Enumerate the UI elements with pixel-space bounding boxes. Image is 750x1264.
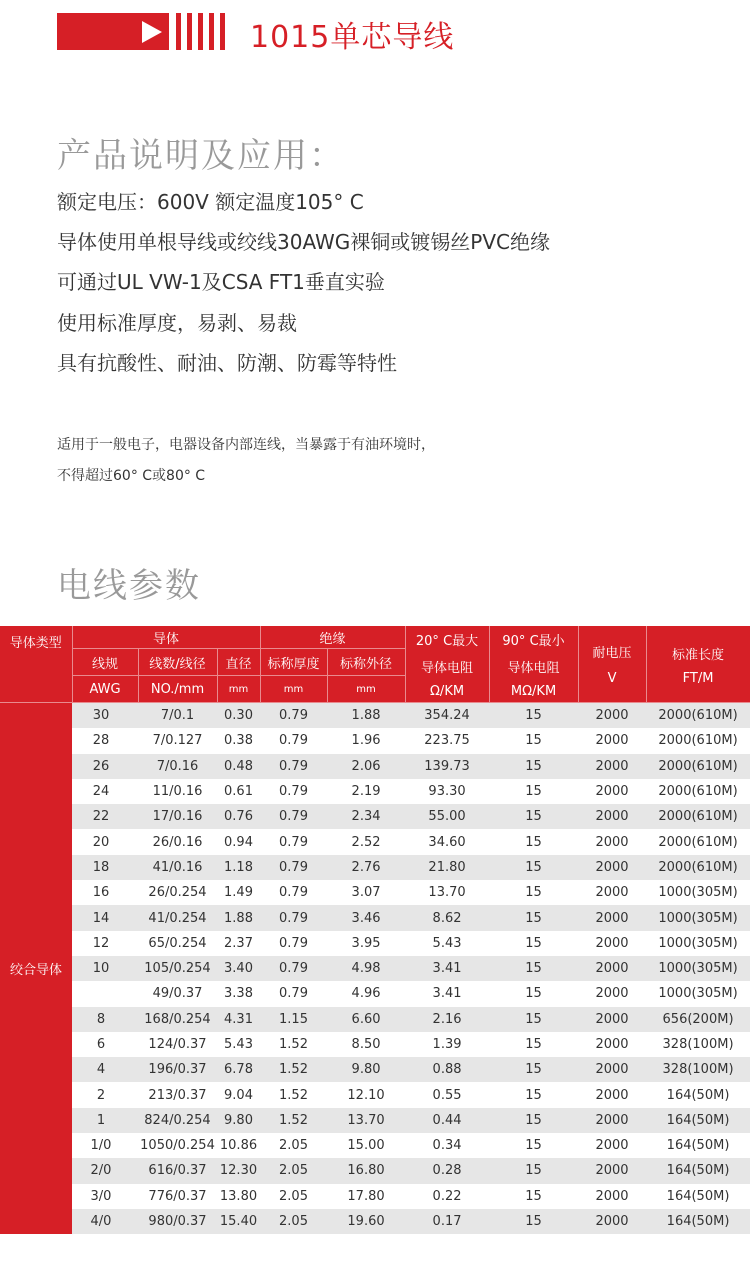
usage-note: 适用于一般电子，电器设备内部连线，当暴露于有油环境时，	[57, 437, 435, 453]
cell-strands: 124/0.37	[138, 1032, 217, 1057]
banner-bar-icon	[176, 13, 181, 50]
cell-outer-diameter: 13.70	[327, 1108, 405, 1133]
cell-thickness: 0.79	[260, 779, 327, 804]
cell-diameter: 0.48	[217, 754, 260, 779]
cell-diameter: 0.30	[217, 703, 260, 729]
cell-resistance-20: 5.43	[405, 931, 489, 956]
cell-strands: 168/0.254	[138, 1007, 217, 1032]
page-title: 1015单芯导线	[250, 20, 455, 55]
table-row	[0, 754, 750, 779]
cell-outer-diameter: 4.96	[327, 981, 405, 1006]
cell-voltage: 2000	[578, 855, 646, 880]
cell-length: 1000(305M)	[646, 880, 750, 905]
cell-resistance-90: 15	[489, 728, 578, 753]
cell-resistance-90: 15	[489, 956, 578, 981]
table-row	[0, 1209, 750, 1234]
cell-resistance-20: 21.80	[405, 855, 489, 880]
cell-diameter: 1.49	[217, 880, 260, 905]
play-icon	[142, 21, 162, 43]
cell-strands: 824/0.254	[138, 1108, 217, 1133]
cell-strands: 11/0.16	[138, 779, 217, 804]
cell-length: 2000(610M)	[646, 855, 750, 880]
cell-thickness: 0.79	[260, 905, 327, 930]
table-row	[0, 1032, 750, 1057]
cell-length: 2000(610M)	[646, 779, 750, 804]
cell-strands: 65/0.254	[138, 931, 217, 956]
wire-spec-table	[0, 626, 750, 1234]
cell-thickness: 2.05	[260, 1158, 327, 1183]
cell-thickness: 0.79	[260, 703, 327, 729]
cell-length: 1000(305M)	[646, 905, 750, 930]
cell-thickness: 1.15	[260, 1007, 327, 1032]
cell-thickness: 1.52	[260, 1082, 327, 1107]
cell-voltage: 2000	[578, 1082, 646, 1107]
banner-bar-icon	[209, 13, 214, 50]
cell-thickness: 2.05	[260, 1133, 327, 1158]
cell-length: 1000(305M)	[646, 981, 750, 1006]
cell-resistance-90: 15	[489, 1057, 578, 1082]
header-resistance-20: 20° C最大 导体电阻 Ω/KM	[405, 626, 489, 703]
cell-length: 2000(610M)	[646, 703, 750, 729]
cell-voltage: 2000	[578, 931, 646, 956]
cell-strands: 980/0.37	[138, 1209, 217, 1234]
table-row	[0, 1108, 750, 1133]
cell-strands: 196/0.37	[138, 1057, 217, 1082]
cell-length: 2000(610M)	[646, 728, 750, 753]
cell-outer-diameter: 4.98	[327, 956, 405, 981]
banner-bar-icon	[198, 13, 203, 50]
cell-strands: 7/0.1	[138, 703, 217, 729]
cell-awg: 14	[72, 905, 138, 930]
cell-thickness: 0.79	[260, 956, 327, 981]
section-heading-params: 电线参数	[57, 566, 201, 606]
header-length: 标准长度 FT/M	[646, 626, 750, 703]
banner-bar-icon	[187, 13, 192, 50]
banner-bar-icon	[220, 13, 225, 50]
header-awg: 线规	[72, 649, 138, 676]
cell-resistance-90: 15	[489, 981, 578, 1006]
cell-length: 1000(305M)	[646, 956, 750, 981]
cell-thickness: 1.52	[260, 1057, 327, 1082]
table-row	[0, 981, 750, 1006]
cell-diameter: 3.40	[217, 956, 260, 981]
cell-diameter: 4.31	[217, 1007, 260, 1032]
cell-voltage: 2000	[578, 829, 646, 854]
cell-diameter: 1.18	[217, 855, 260, 880]
cell-diameter: 12.30	[217, 1158, 260, 1183]
cell-resistance-90: 15	[489, 703, 578, 729]
cell-voltage: 2000	[578, 1007, 646, 1032]
desc-line: 具有抗酸性、耐油、防潮、防霉等特性	[57, 351, 397, 375]
cell-resistance-20: 34.60	[405, 829, 489, 854]
cell-diameter: 1.88	[217, 905, 260, 930]
header-conductor: 导体	[72, 626, 260, 649]
cell-resistance-20: 0.22	[405, 1184, 489, 1209]
cell-length: 2000(610M)	[646, 804, 750, 829]
cell-voltage: 2000	[578, 1108, 646, 1133]
cell-awg: 2	[72, 1082, 138, 1107]
cell-thickness: 2.05	[260, 1209, 327, 1234]
cell-diameter: 9.80	[217, 1108, 260, 1133]
cell-outer-diameter: 2.19	[327, 779, 405, 804]
cell-awg: 20	[72, 829, 138, 854]
cell-resistance-90: 15	[489, 931, 578, 956]
cell-resistance-20: 0.28	[405, 1158, 489, 1183]
table-row	[0, 1158, 750, 1183]
cell-length: 164(50M)	[646, 1082, 750, 1107]
table-row	[0, 931, 750, 956]
cell-outer-diameter: 3.46	[327, 905, 405, 930]
cell-strands: 105/0.254	[138, 956, 217, 981]
cell-voltage: 2000	[578, 880, 646, 905]
table-row	[0, 880, 750, 905]
cell-outer-diameter: 17.80	[327, 1184, 405, 1209]
table-row	[0, 1082, 750, 1107]
cell-awg: 3/0	[72, 1184, 138, 1209]
cell-voltage: 2000	[578, 1133, 646, 1158]
table-row	[0, 804, 750, 829]
cell-resistance-20: 0.44	[405, 1108, 489, 1133]
cell-resistance-20: 223.75	[405, 728, 489, 753]
cell-resistance-20: 354.24	[405, 703, 489, 729]
header-diameter: 直径	[217, 649, 260, 676]
cell-thickness: 0.79	[260, 754, 327, 779]
cell-diameter: 3.38	[217, 981, 260, 1006]
cell-strands: 616/0.37	[138, 1158, 217, 1183]
cell-outer-diameter: 2.52	[327, 829, 405, 854]
cell-thickness: 0.79	[260, 981, 327, 1006]
cell-length: 2000(610M)	[646, 829, 750, 854]
cell-strands: 17/0.16	[138, 804, 217, 829]
cell-thickness: 0.79	[260, 829, 327, 854]
table-row	[0, 1007, 750, 1032]
cell-strands: 213/0.37	[138, 1082, 217, 1107]
cell-length: 1000(305M)	[646, 931, 750, 956]
cell-length: 164(50M)	[646, 1184, 750, 1209]
table-row	[0, 1133, 750, 1158]
cell-outer-diameter: 2.34	[327, 804, 405, 829]
cell-resistance-90: 15	[489, 855, 578, 880]
cell-length: 328(100M)	[646, 1057, 750, 1082]
cell-thickness: 1.52	[260, 1032, 327, 1057]
cell-awg: 30	[72, 703, 138, 729]
cell-resistance-20: 1.39	[405, 1032, 489, 1057]
cell-outer-diameter: 1.96	[327, 728, 405, 753]
desc-line: 导体使用单根导线或绞线30AWG裸铜或镀锡丝PVC绝缘	[57, 230, 551, 254]
cell-resistance-90: 15	[489, 804, 578, 829]
cell-outer-diameter: 2.06	[327, 754, 405, 779]
cell-voltage: 2000	[578, 905, 646, 930]
cell-diameter: 9.04	[217, 1082, 260, 1107]
cell-strands: 26/0.254	[138, 880, 217, 905]
cell-awg: 10	[72, 956, 138, 981]
cell-diameter: 10.86	[217, 1133, 260, 1158]
cell-voltage: 2000	[578, 981, 646, 1006]
cell-resistance-90: 15	[489, 829, 578, 854]
cell-voltage: 2000	[578, 804, 646, 829]
cell-awg: 4/0	[72, 1209, 138, 1234]
cell-resistance-20: 93.30	[405, 779, 489, 804]
cell-voltage: 2000	[578, 1032, 646, 1057]
cell-diameter: 2.37	[217, 931, 260, 956]
header-awg-unit: AWG	[72, 676, 138, 703]
cell-awg: 4	[72, 1057, 138, 1082]
cell-resistance-20: 0.34	[405, 1133, 489, 1158]
cell-outer-diameter: 8.50	[327, 1032, 405, 1057]
cell-outer-diameter: 12.10	[327, 1082, 405, 1107]
cell-outer-diameter: 15.00	[327, 1133, 405, 1158]
cell-resistance-20: 8.62	[405, 905, 489, 930]
header-voltage: 耐电压 V	[578, 626, 646, 703]
cell-awg: 16	[72, 880, 138, 905]
cell-resistance-20: 13.70	[405, 880, 489, 905]
cell-resistance-20: 2.16	[405, 1007, 489, 1032]
cell-length: 328(100M)	[646, 1032, 750, 1057]
cell-resistance-20: 3.41	[405, 981, 489, 1006]
cell-resistance-90: 15	[489, 1209, 578, 1234]
cell-outer-diameter: 1.88	[327, 703, 405, 729]
cell-strands: 776/0.37	[138, 1184, 217, 1209]
cell-awg: 6	[72, 1032, 138, 1057]
header-outer-diameter: 标称外径	[327, 649, 405, 676]
cell-outer-diameter: 6.60	[327, 1007, 405, 1032]
cell-length: 2000(610M)	[646, 754, 750, 779]
cell-resistance-90: 15	[489, 905, 578, 930]
cell-thickness: 0.79	[260, 880, 327, 905]
cell-awg: 12	[72, 931, 138, 956]
cell-diameter: 15.40	[217, 1209, 260, 1234]
cell-voltage: 2000	[578, 1184, 646, 1209]
header-conductor-type: 导体类型	[0, 626, 72, 703]
header-thickness: 标称厚度	[260, 649, 327, 676]
table-row	[0, 728, 750, 753]
cell-thickness: 1.52	[260, 1108, 327, 1133]
cell-resistance-90: 15	[489, 1158, 578, 1183]
desc-line: 额定电压：600V 额定温度105° C	[57, 190, 364, 214]
header-thickness-unit: mm	[260, 676, 327, 703]
cell-resistance-90: 15	[489, 779, 578, 804]
section-heading-description: 产品说明及应用：	[57, 136, 345, 176]
cell-thickness: 0.79	[260, 855, 327, 880]
cell-awg: 18	[72, 855, 138, 880]
cell-voltage: 2000	[578, 754, 646, 779]
cell-awg: 8	[72, 1007, 138, 1032]
cell-resistance-20: 0.55	[405, 1082, 489, 1107]
table-row	[0, 1184, 750, 1209]
cell-thickness: 0.79	[260, 728, 327, 753]
table-row	[0, 905, 750, 930]
cell-awg: 2/0	[72, 1158, 138, 1183]
cell-conductor-type: 绞合导体	[0, 703, 72, 1235]
cell-thickness: 2.05	[260, 1184, 327, 1209]
cell-resistance-90: 15	[489, 754, 578, 779]
cell-resistance-90: 15	[489, 1184, 578, 1209]
cell-voltage: 2000	[578, 956, 646, 981]
cell-strands: 26/0.16	[138, 829, 217, 854]
cell-resistance-20: 0.17	[405, 1209, 489, 1234]
cell-diameter: 0.94	[217, 829, 260, 854]
cell-strands: 7/0.16	[138, 754, 217, 779]
cell-diameter: 5.43	[217, 1032, 260, 1057]
cell-diameter: 13.80	[217, 1184, 260, 1209]
cell-diameter: 0.61	[217, 779, 260, 804]
cell-length: 656(200M)	[646, 1007, 750, 1032]
cell-strands: 41/0.16	[138, 855, 217, 880]
cell-voltage: 2000	[578, 728, 646, 753]
cell-strands: 1050/0.254	[138, 1133, 217, 1158]
cell-outer-diameter: 9.80	[327, 1057, 405, 1082]
cell-resistance-90: 15	[489, 880, 578, 905]
title-banner	[57, 13, 227, 50]
cell-awg: 26	[72, 754, 138, 779]
header-outer-diameter-unit: mm	[327, 676, 405, 703]
cell-length: 164(50M)	[646, 1158, 750, 1183]
table-row	[0, 1057, 750, 1082]
header-insulation: 绝缘	[260, 626, 405, 649]
cell-strands: 7/0.127	[138, 728, 217, 753]
cell-diameter: 0.76	[217, 804, 260, 829]
cell-resistance-90: 15	[489, 1007, 578, 1032]
cell-awg: 1/0	[72, 1133, 138, 1158]
cell-length: 164(50M)	[646, 1209, 750, 1234]
cell-awg: 24	[72, 779, 138, 804]
header-strands: 线数/线径	[138, 649, 217, 676]
cell-outer-diameter: 3.95	[327, 931, 405, 956]
cell-length: 164(50M)	[646, 1108, 750, 1133]
cell-outer-diameter: 3.07	[327, 880, 405, 905]
cell-voltage: 2000	[578, 703, 646, 729]
cell-resistance-20: 55.00	[405, 804, 489, 829]
table-row	[0, 779, 750, 804]
cell-diameter: 6.78	[217, 1057, 260, 1082]
desc-line: 使用标准厚度，易剥、易裁	[57, 311, 297, 335]
cell-thickness: 0.79	[260, 931, 327, 956]
header-diameter-unit: mm	[217, 676, 260, 703]
cell-resistance-90: 15	[489, 1108, 578, 1133]
cell-voltage: 2000	[578, 779, 646, 804]
desc-line: 可通过UL VW-1及CSA FT1垂直实验	[57, 270, 385, 294]
cell-length: 164(50M)	[646, 1133, 750, 1158]
cell-strands: 49/0.37	[138, 981, 217, 1006]
usage-note: 不得超过60° C或80° C	[57, 468, 206, 484]
cell-voltage: 2000	[578, 1209, 646, 1234]
cell-resistance-90: 15	[489, 1032, 578, 1057]
cell-strands: 41/0.254	[138, 905, 217, 930]
header-resistance-90: 90° C最小 导体电阻 MΩ/KM	[489, 626, 578, 703]
cell-voltage: 2000	[578, 1057, 646, 1082]
table-row	[0, 956, 750, 981]
cell-awg: 22	[72, 804, 138, 829]
cell-awg	[72, 981, 138, 1006]
cell-awg: 28	[72, 728, 138, 753]
cell-resistance-90: 15	[489, 1082, 578, 1107]
cell-diameter: 0.38	[217, 728, 260, 753]
cell-thickness: 0.79	[260, 804, 327, 829]
cell-outer-diameter: 2.76	[327, 855, 405, 880]
table-row	[0, 703, 750, 729]
cell-voltage: 2000	[578, 1158, 646, 1183]
cell-resistance-90: 15	[489, 1133, 578, 1158]
cell-outer-diameter: 16.80	[327, 1158, 405, 1183]
cell-resistance-20: 0.88	[405, 1057, 489, 1082]
header-strands-unit: NO./mm	[138, 676, 217, 703]
cell-outer-diameter: 19.60	[327, 1209, 405, 1234]
cell-resistance-20: 3.41	[405, 956, 489, 981]
table-row	[0, 855, 750, 880]
table-row	[0, 829, 750, 854]
cell-awg: 1	[72, 1108, 138, 1133]
cell-resistance-20: 139.73	[405, 754, 489, 779]
